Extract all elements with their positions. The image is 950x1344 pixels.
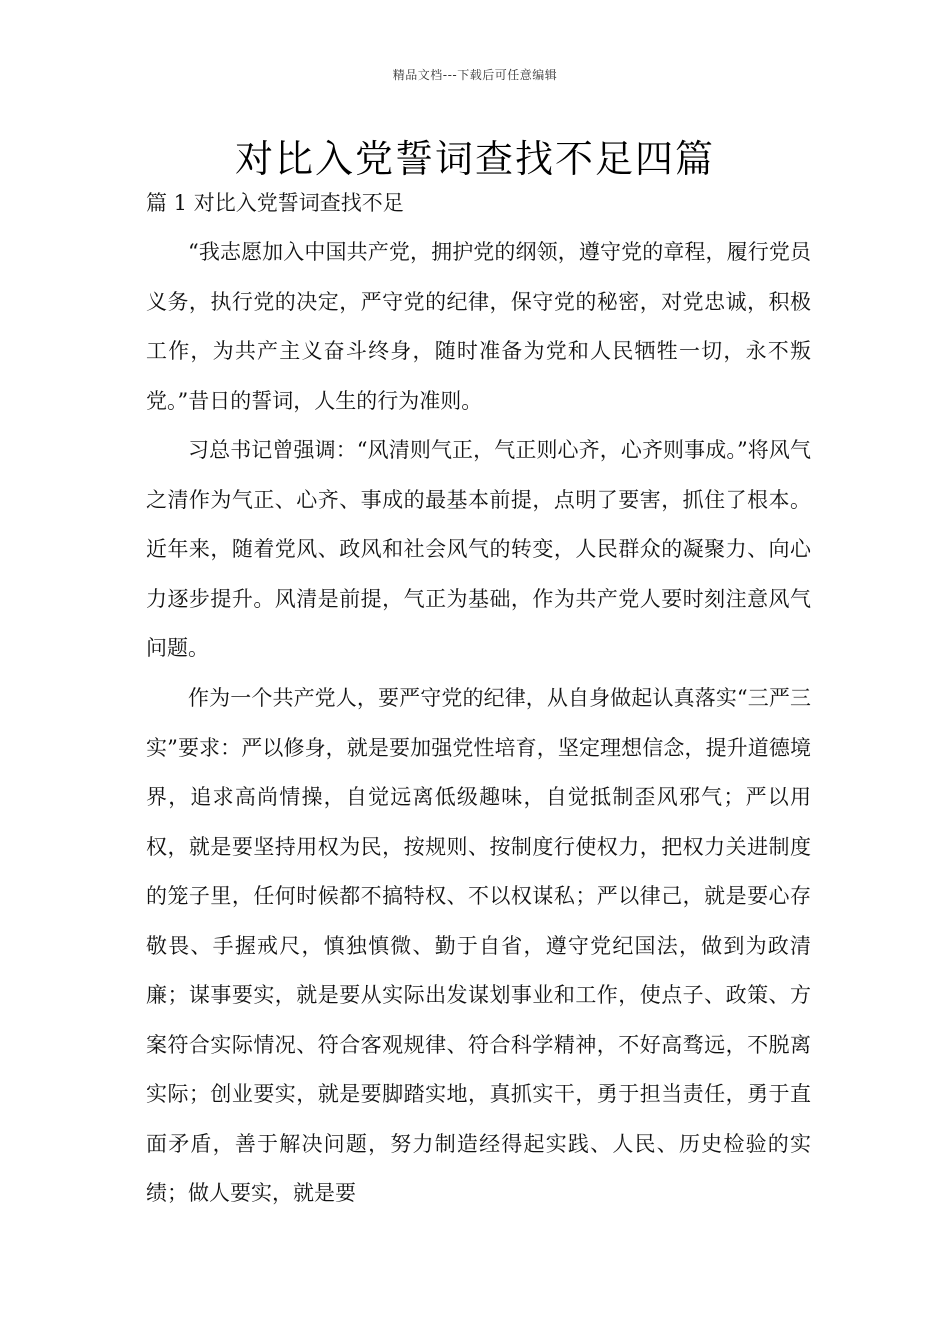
section-heading: 篇 1 对比入党誓词查找不足 (146, 191, 404, 215)
header-note: 精品文档---下载后可任意编辑 (392, 68, 558, 82)
document-title: 对比入党誓词查找不足四篇 (234, 137, 715, 181)
body-paragraph: “我志愿加入中国共产党，拥护党的纲领，遵守党的章程，履行党员义务，执行党的决定，严守党的纪律，保守党的秘密，对党忠诚，积极工作，为共产主义奋斗终身，随时准备为党和人民牺牲一切，永不叛党。”昔日的誓词，人生的行为准则。 (146, 240, 811, 413)
body-paragraph: 习总书记曾强调：“风清则气正，气正则心齐，心齐则事成。”将风气之清作为气正、心齐、事成的最基本前提，点明了要害，抓住了根本。近年来，随着党风、政风和社会风气的转变，人民群众的凝聚力、向心力逐步提升。风清是前提，气正为基础，作为共产党人要时刻注意风气问题。 (146, 438, 811, 660)
body-paragraph: 作为一个共产党人，要严守党的纪律，从自身做起认真落实“三严三实”要求：严以修身，就是要加强党性培育，坚定理想信念，提升道德境界，追求高尚情操，自觉远离低级趣味，自觉抵制歪风邪气；严以用权，就是要坚持用权为民，按规则、按制度行使权力，把权力关进制度的笼子里，任何时候都不搞特权、不以权谋私；严以律己，就是要心存敬畏、手握戒尺，慎独慎微、勤于自省，遵守党纪国法，做到为政清廉；谋事要实，就是要从实际出发谋划事业和工作，使点子、政策、方案符合实际情况、符合客观规律、符合科学精神，不好高骛远，不脱离实际；创业要实，就是要脚踏实地，真抓实干，勇于担当责任，勇于直面矛盾，善于解决问题，努力制造经得起实践、人民、历史检验的实绩；做人要实，就是要 (146, 686, 811, 1205)
